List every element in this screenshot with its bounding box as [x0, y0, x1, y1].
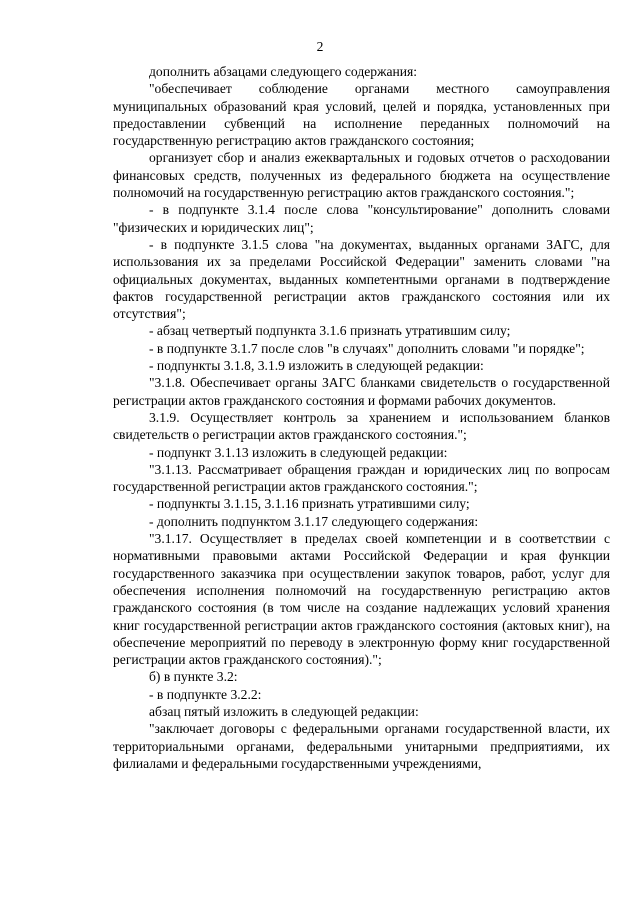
paragraph: абзац пятый изложить в следующей редакции: — [149, 703, 419, 719]
page-number: 2 — [316, 39, 324, 54]
document-body — [113, 63, 610, 772]
paragraph: - подпункт 3.1.13 изложить в следующей редакции: — [149, 444, 448, 460]
paragraph: - в подпункте 3.1.7 после слов "в случаях" дополнить словами "и порядке"; — [149, 340, 585, 356]
paragraph: организует сбор и анализ ежеквартальных и годовых отчетов о расходовании финансовых средств, полученных из федерального бюджета на осуществление полномочий на государственную регистрацию актов гражданского состояния."; — [113, 150, 610, 201]
paragraph: "3.1.13. Рассматривает обращения граждан и юридических лиц по вопросам государственной регистрации актов гражданского состояния."; — [113, 461, 610, 495]
paragraph: - в подпункте 3.1.5 слова "на документах, выданных органами ЗАГС, для использования их за пределами Российской Федерации" заменить словами "на официальных документах, выданных компетентными органами в подтверждение фактов государственной регистрации актов гражданского состояния или их отсутствия"; — [113, 236, 610, 322]
paragraph: "3.1.17. Осуществляет в пределах своей компетенции и в соответствии с нормативными правовыми актами Российской Федерации и края функции государственного заказчика при осуществлении закупок товаров, работ, услуг для обеспечения исполнения полномочий на государственную регистрацию актов гражданского состояния (в том числе на создание надлежащих условий хранения книг государственной регистрации актов гражданского состояния (актовых книг), на обеспечение мероприятий по переводу в электронную форму книг государственной регистрации актов гражданского состояния)."; — [113, 531, 610, 668]
paragraph: дополнить абзацами следующего содержания: — [149, 64, 418, 79]
paragraph: "заключает договоры с федеральными органами государственной власти, их территориальными органами, федеральными унитарными предприятиями, их филиалами и федеральными государственными учреждениями, — [113, 721, 610, 771]
paragraph: - абзац четвертый подпункта 3.1.6 признать утратившим силу; — [149, 323, 511, 339]
paragraph: "обеспечивает соблюдение органами местного самоуправления муниципальных образований края условий, целей и порядка, установленных при предоставлении субвенций на исполнение переданных полномочий на государственную регистрацию актов гражданского состояния; — [113, 81, 610, 149]
paragraph: - в подпункте 3.2.2: — [149, 686, 262, 702]
paragraph: - дополнить подпунктом 3.1.17 следующего содержания: — [149, 513, 479, 529]
paragraph: "3.1.8. Обеспечивает органы ЗАГС бланками свидетельств о государственной регистрации актов гражданского состояния и формами рабочих документов. — [113, 375, 610, 408]
paragraph: - подпункты 3.1.8, 3.1.9 изложить в следующей редакции: — [149, 358, 484, 374]
paragraph: - в подпункте 3.1.4 после слова "консультирование" дополнить словами "физических и юридических лиц"; — [113, 202, 610, 235]
paragraph: - подпункты 3.1.15, 3.1.16 признать утратившими силу; — [149, 496, 470, 512]
paragraph: б) в пункте 3.2: — [149, 669, 238, 685]
paragraph: 3.1.9. Осуществляет контроль за хранением и использованием бланков свидетельств о регистрации актов гражданского состояния."; — [113, 409, 610, 443]
